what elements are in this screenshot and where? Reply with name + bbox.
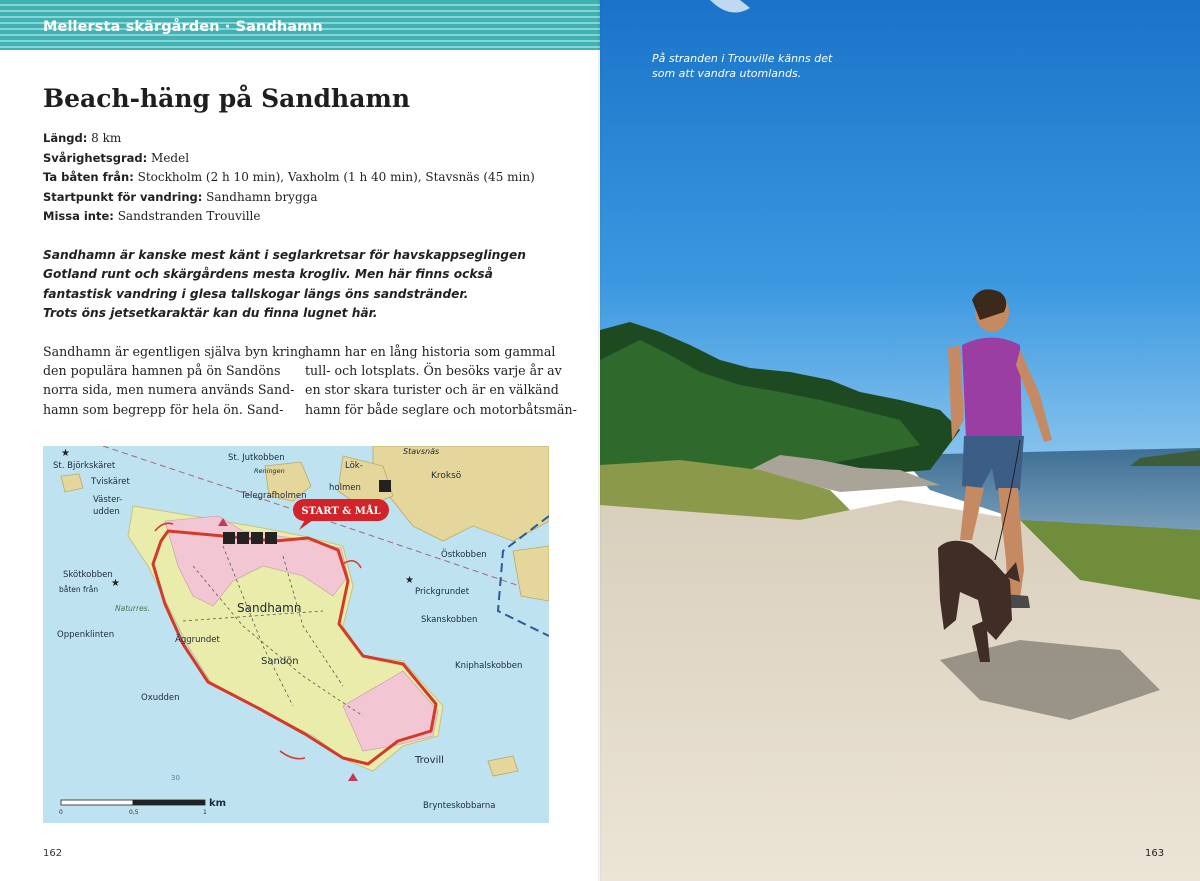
label-brynteskobbarna: Brynteskobbarna <box>423 801 496 811</box>
star-marker-icon: ★ <box>111 578 120 589</box>
label-aggrundet: Äggrundet <box>175 635 220 645</box>
fact-boat: Ta båten från: Stockholm (2 h 10 min), Vaxholm (1 h 40 min), Stavsnäs (45 min) <box>43 170 535 185</box>
restaurant-icon <box>237 532 249 544</box>
scale-unit: km <box>209 798 227 809</box>
label-oppenklinten: Oppenklinten <box>57 630 115 640</box>
lokholmen-restaurant-icon <box>379 480 391 492</box>
article-title: Beach-häng på Sandhamn <box>43 84 411 113</box>
label-stavsnas: Stavsnäs <box>403 447 440 456</box>
cafe-icon <box>251 532 263 544</box>
shop-icon <box>265 532 277 544</box>
label-natures: Naturres. <box>115 604 150 613</box>
label-bjorkskaret: St. Björkskäret <box>53 461 116 471</box>
label-telegrafholmen: Telegrafholmen <box>241 491 307 501</box>
label-udden: udden <box>93 507 120 517</box>
ingress-paragraph: Sandhamn är kanske mest känt i seglarkretsar för havskappseglingen Gotland runt och skärgårdens mesta krogliv. Men här finns också fantastisk vandring i glesa tallskogar längs öns sandstränder. Trots öns jetsetkaraktär kan du finna lugnet här. <box>43 248 526 321</box>
label-prickgrundet: Prickgrundet <box>415 587 470 597</box>
label-sandon: Sandön <box>261 656 299 667</box>
photo-caption: På stranden i Trouville känns det som att vandra utomlands. <box>652 52 833 80</box>
page-number-left: 162 <box>43 848 63 859</box>
route-map-svg <box>43 446 549 823</box>
scale-tick-1: 1 <box>203 809 207 816</box>
label-ostkobben: Östkobben <box>441 550 487 560</box>
fact-startpoint: Startpunkt för vandring: Sandhamn brygga <box>43 189 318 204</box>
start-badge-text: START & MÅL <box>301 506 381 517</box>
label-trovill: Trovill <box>415 755 444 766</box>
route-map <box>43 446 549 823</box>
label-oxudden: Oxudden <box>141 693 180 703</box>
label-reningen: Reningen <box>254 467 285 475</box>
label-krokso: Kroksö <box>431 471 462 481</box>
beach-photo-svg <box>600 0 1200 881</box>
label-tviskaret: Tviskäret <box>91 477 130 487</box>
label-depth: 30 <box>171 774 180 782</box>
scale-tick-05: 0,5 <box>129 809 139 816</box>
purple-shirt <box>962 338 1022 441</box>
star-marker-icon: ★ <box>405 575 414 586</box>
fact-length: Längd: 8 km <box>43 131 122 145</box>
harbour-icon <box>223 532 235 544</box>
label-lok: Lök- <box>345 461 363 471</box>
label-skotkobben: Skötkobben <box>63 570 113 580</box>
label-kniphalskobben: Kniphalskobben <box>455 661 523 671</box>
page-number-right: 163 <box>1145 848 1165 859</box>
fact-difficulty: Svårighetsgrad: Medel <box>43 150 190 165</box>
label-sandhamn: Sandhamn <box>237 601 302 615</box>
beach-photo <box>600 0 1200 881</box>
scale-tick-0: 0 <box>59 809 63 816</box>
star-marker-icon: ★ <box>61 448 70 459</box>
fact-dont-miss: Missa inte: Sandstranden Trouville <box>43 209 261 224</box>
label-holmen: holmen <box>329 483 361 493</box>
book-gutter <box>598 0 602 881</box>
label-vaster: Väster- <box>93 495 123 505</box>
body-column-1: Sandhamn är egentligen själva byn kring den populära hamnen på ön Sandöns norra sida, men numera används Sand- hamn som begrepp för hela ön. Sand- <box>43 344 307 417</box>
body-column-2: hamn har en lång historia som gammal tull- och lotsplats. Ön besöks varje år av en stor skara turister och är en välkänd hamn för både seglare och motorbåtsmän- <box>305 344 577 417</box>
label-skanskobben: Skanskobben <box>421 615 478 625</box>
label-jutkobben: St. Jutkobben <box>228 453 285 463</box>
section-header: Mellersta skärgården · Sandhamn <box>43 19 323 35</box>
right-page <box>600 0 1200 881</box>
label-baten: båten från <box>59 585 99 594</box>
facts-box <box>43 129 563 227</box>
